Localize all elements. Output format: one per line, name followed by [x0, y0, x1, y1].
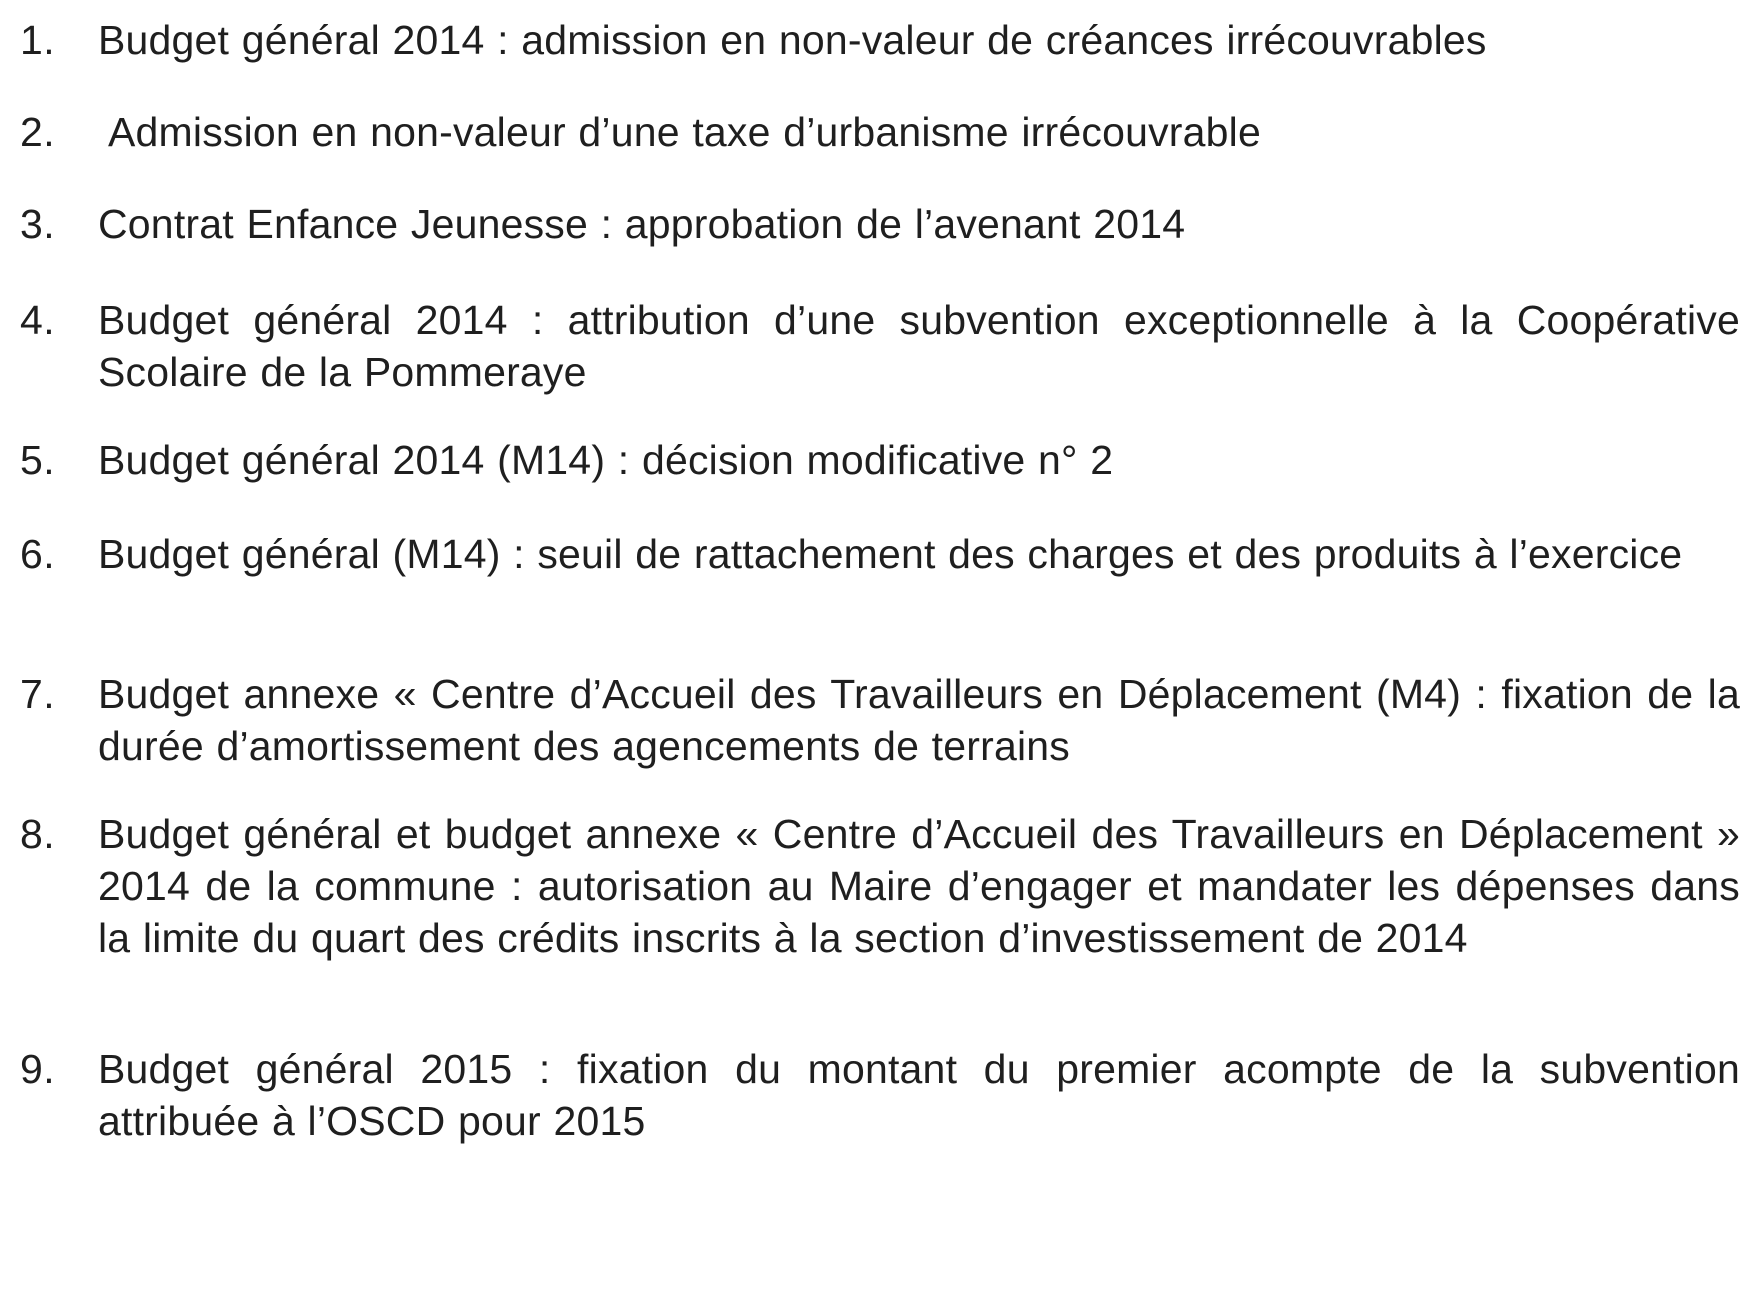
item-number: 9.: [20, 1046, 56, 1092]
item-text: Budget annexe « Centre d’Accueil des Travailleurs en Déplacement (M4) : fixation de la durée d’amortissement des agencements de terrains: [98, 671, 1740, 769]
item-number: 3.: [20, 201, 56, 247]
item-text: Budget général (M14) : seuil de rattachement des charges et des produits à l’exercice: [98, 531, 1683, 577]
item-text: Budget général 2015 : fixation du montant du premier acompte de la subvention attribuée à l’OSCD pour 2015: [98, 1046, 1740, 1144]
agenda-item-7: [20, 668, 1740, 772]
item-text: Budget général 2014 : admission en non-valeur de créances irrécouvrables: [98, 17, 1487, 63]
item-number: 2.: [20, 109, 56, 155]
agenda-item-1: [20, 14, 1740, 66]
agenda-item-2: [20, 106, 1740, 158]
item-text: Admission en non-valeur d’une taxe d’urbanisme irrécouvrable: [108, 109, 1261, 155]
item-number: 1.: [20, 17, 56, 63]
agenda-item-9: [20, 1043, 1740, 1147]
agenda-item-3: [20, 198, 1740, 250]
item-text: Budget général et budget annexe « Centre d’Accueil des Travailleurs en Déplacement » 2014 de la commune : autorisation au Maire d’engager et mandater les dépenses dans la limite du quart des crédits inscrits à la section d’investissement de 2014: [98, 811, 1740, 961]
item-text: Budget général 2014 (M14) : décision modificative n° 2: [98, 437, 1114, 483]
item-number: 8.: [20, 811, 56, 857]
item-number: 7.: [20, 671, 56, 717]
item-number: 6.: [20, 531, 56, 577]
item-text: Budget général 2014 : attribution d’une subvention exceptionnelle à la Coopérative Scolaire de la Pommeraye: [98, 297, 1740, 395]
agenda-item-8: [20, 808, 1740, 964]
item-number: 5.: [20, 437, 56, 483]
item-number: 4.: [20, 297, 56, 343]
agenda-item-4: [20, 294, 1740, 398]
item-text: Contrat Enfance Jeunesse : approbation de l’avenant 2014: [98, 201, 1186, 247]
agenda-item-6: [20, 528, 1740, 580]
agenda-item-5: [20, 434, 1740, 486]
